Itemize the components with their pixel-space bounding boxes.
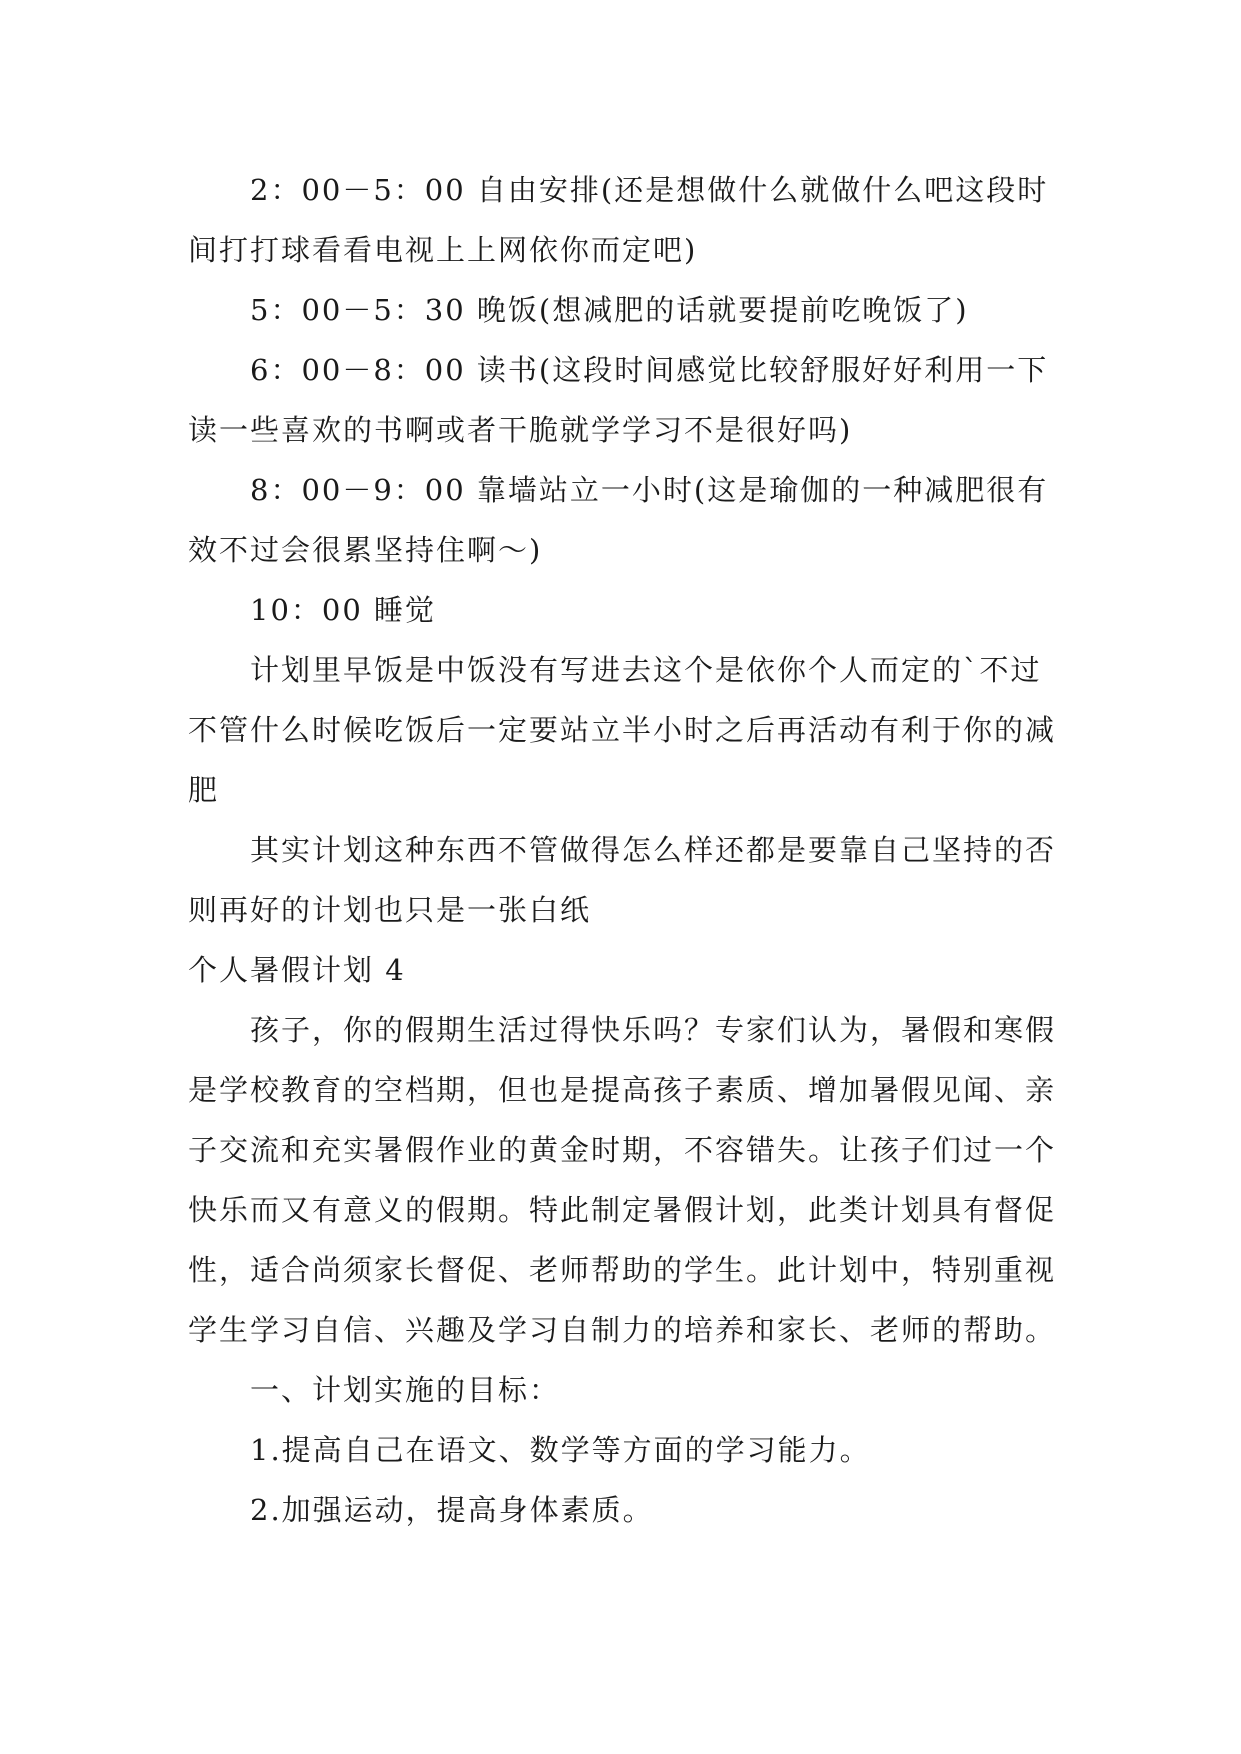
paragraph-intro: 孩子，你的假期生活过得快乐吗？专家们认为，暑假和寒假是学校教育的空档期，但也是提高孩子素质、增加暑假见闻、亲子交流和充实暑假作业的黄金时期，不容错失。让孩子们过一个快乐而又有意义的假期。特此制定暑假计划，此类计划具有督促性，适合尚须家长督促、老师帮助的学生。此计划中，特别重视学生学习自信、兴趣及学习自制力的培养和家长、老师的帮助。 — [188, 1013, 1057, 1347]
paragraph-schedule-8-9: 8：00－9：00 靠墙站立一小时(这是瑜伽的一种减肥很有效不过会很累坚持住啊～) — [188, 473, 1049, 567]
paragraph-schedule-10: 10：00 睡觉 — [250, 593, 437, 627]
list-item-goal-2: 2.加强运动，提高身体素质。 — [250, 1493, 654, 1527]
paragraph-schedule-5-530: 5：00－5：30 晚饭(想减肥的话就要提前吃晚饭了) — [250, 293, 969, 327]
section-heading: 个人暑假计划 4 — [188, 953, 406, 987]
paragraph-meal-note: 计划里早饭是中饭没有写进去这个是依你个人而定的`不过不管什么时候吃饭后一定要站立半小时之后再活动有利于你的减肥 — [188, 653, 1057, 807]
paragraph-schedule-6-8: 6：00－8：00 读书(这段时间感觉比较舒服好好利用一下读一些喜欢的书啊或者干脆就学学习不是很好吗) — [188, 353, 1049, 447]
paragraph-goals-heading: 一、计划实施的目标： — [250, 1373, 561, 1407]
paragraph-persistence-note: 其实计划这种东西不管做得怎么样还都是要靠自己坚持的否则再好的计划也只是一张白纸 — [188, 833, 1057, 927]
paragraph-schedule-2-5: 2：00－5：00 自由安排(还是想做什么就做什么吧这段时间打打球看看电视上上网依你而定吧) — [188, 173, 1049, 267]
document-body — [188, 160, 1068, 1540]
list-item-goal-1: 1.提高自己在语文、数学等方面的学习能力。 — [250, 1433, 871, 1467]
